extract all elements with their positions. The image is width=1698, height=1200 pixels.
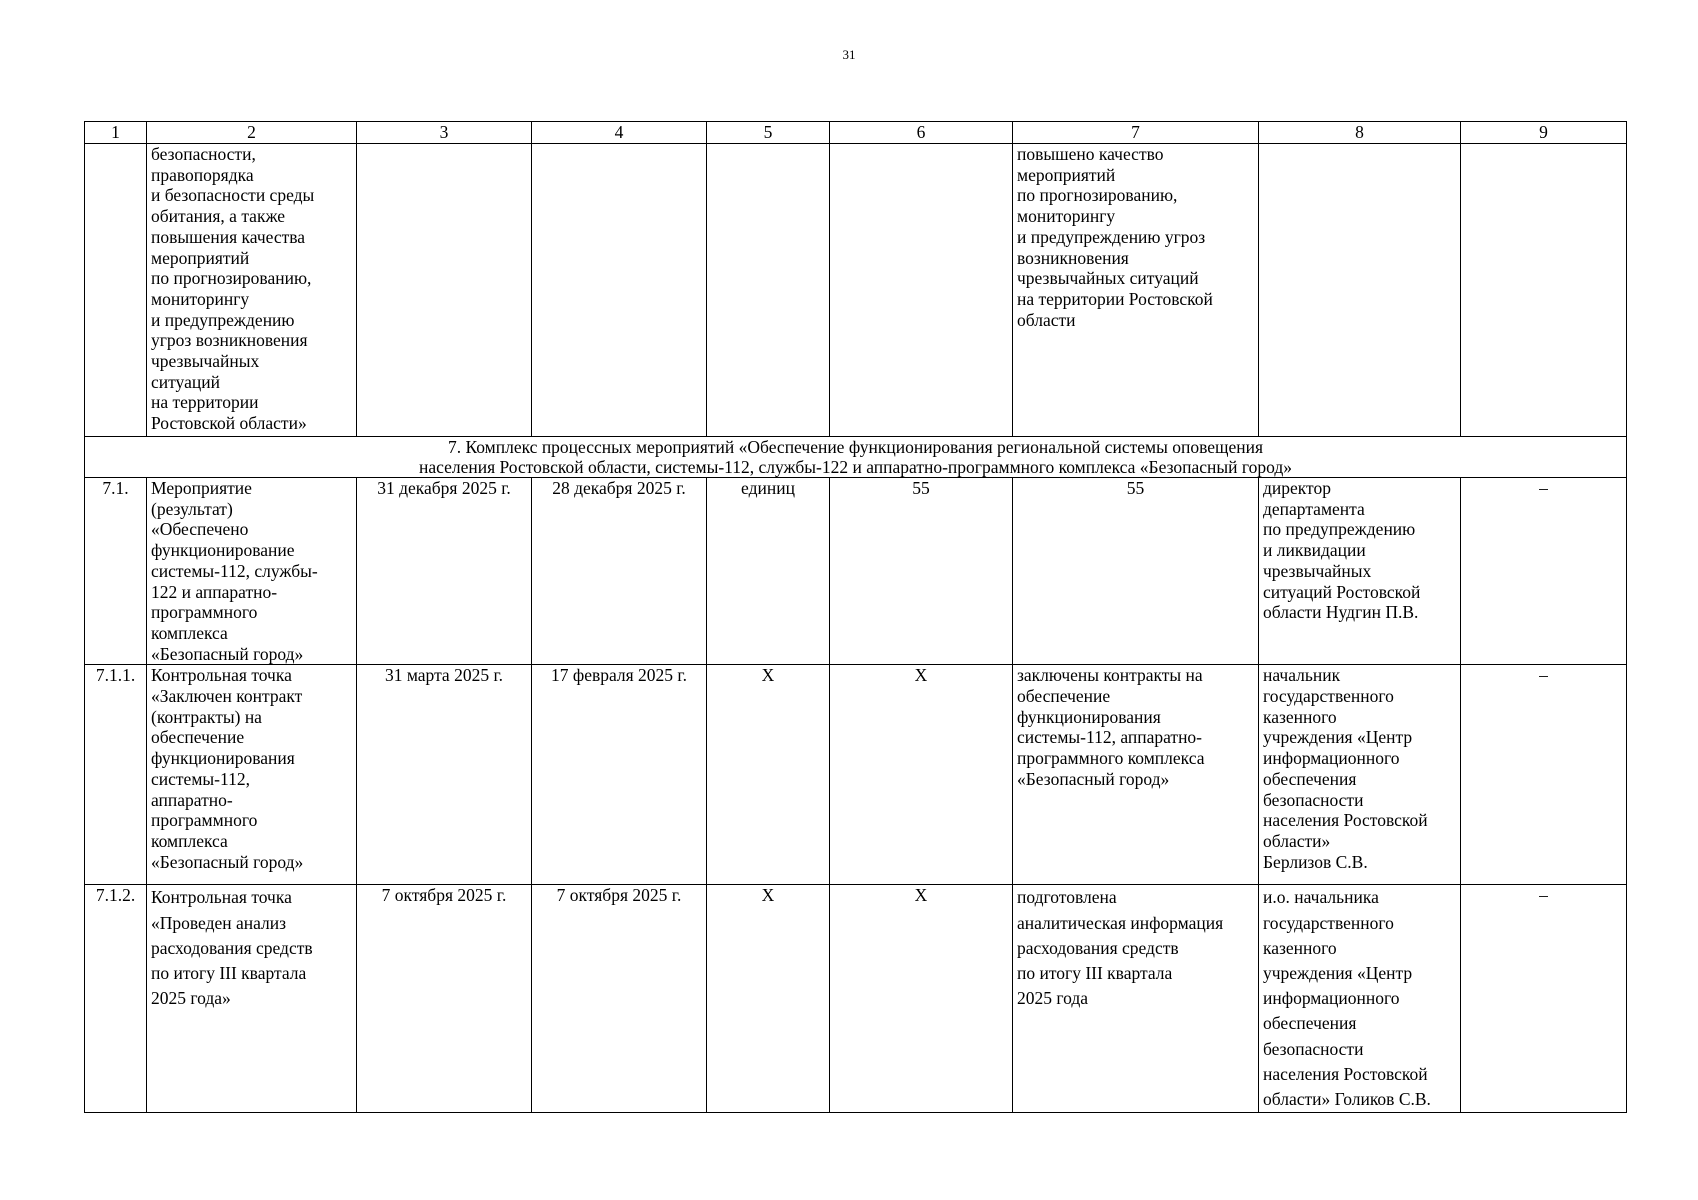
note-cell: – — [1461, 665, 1627, 885]
plan-table — [84, 121, 1627, 1113]
note-cell: – — [1461, 478, 1627, 665]
table-row — [85, 885, 1627, 1113]
unit-cell: Х — [707, 665, 830, 885]
row-number-cell — [85, 144, 147, 437]
row-number-cell: 7.1.1. — [85, 665, 147, 885]
column-header: 4 — [532, 122, 707, 144]
plan-date-cell: 31 декабря 2025 г. — [357, 478, 532, 665]
row-number-cell: 7.1.2. — [85, 885, 147, 1113]
unit-cell: Х — [707, 885, 830, 1113]
table-row — [85, 665, 1627, 885]
plan-value-cell: Х — [830, 885, 1013, 1113]
note-cell: – — [1461, 885, 1627, 1113]
responsible-cell: директор департамента по предупреждению и ликвидации чрезвычайных ситуаций Ростовской области Нудгин П.В. — [1259, 478, 1461, 665]
result-cell: 55 — [1013, 478, 1259, 665]
section-heading: 7. Комплекс процессных мероприятий «Обеспечение функционирования региональной системы оповещения населения Ростовской области, системы-112, службы-122 и аппаратно-программного комплекса «Безопасный город» — [85, 437, 1627, 478]
column-header: 3 — [357, 122, 532, 144]
table-row — [85, 144, 1627, 437]
column-header: 9 — [1461, 122, 1627, 144]
column-header: 1 — [85, 122, 147, 144]
result-cell: подготовлена аналитическая информация расходования средств по итогу III квартала 2025 года — [1013, 885, 1259, 1113]
name-cell: Мероприятие (результат) «Обеспечено функционирование системы-112, службы- 122 и аппаратно- программного комплекса «Безопасный город» — [147, 478, 357, 665]
plan-date-cell: 7 октября 2025 г. — [357, 885, 532, 1113]
responsible-cell: начальник государственного казенного учреждения «Центр информационного обеспечения безопасности населения Ростовской области» Берлизов С.В. — [1259, 665, 1461, 885]
actual-date-cell: 7 октября 2025 г. — [532, 885, 707, 1113]
column-header: 2 — [147, 122, 357, 144]
plan-value-cell: Х — [830, 665, 1013, 885]
column-header: 5 — [707, 122, 830, 144]
name-cell: Контрольная точка «Проведен анализ расходования средств по итогу III квартала 2025 года» — [147, 885, 357, 1113]
plan-value-cell: 55 — [830, 478, 1013, 665]
column-number-row — [85, 122, 1627, 144]
column-header: 7 — [1013, 122, 1259, 144]
result-cell: повышено качество мероприятий по прогнозированию, мониторингу и предупреждению угроз возникновения чрезвычайных ситуаций на территории Ростовской области — [1013, 144, 1259, 437]
name-cell: безопасности, правопорядка и безопасности среды обитания, а также повышения качества мероприятий по прогнозированию, мониторингу и предупреждению угроз возникновения чрезвычайных ситуаций на территории Ростовской области» — [147, 144, 357, 437]
actual-date-cell — [532, 144, 707, 437]
unit-cell: единиц — [707, 478, 830, 665]
plan-date-cell — [357, 144, 532, 437]
note-cell — [1461, 144, 1627, 437]
column-header: 6 — [830, 122, 1013, 144]
name-cell: Контрольная точка «Заключен контракт (контракты) на обеспечение функционирования системы-112, аппаратно- программного комплекса «Безопасный город» — [147, 665, 357, 885]
responsible-cell: и.о. начальника государственного казенного учреждения «Центр информационного обеспечения безопасности населения Ростовской области» Голиков С.В. — [1259, 885, 1461, 1113]
table-row — [85, 478, 1627, 665]
unit-cell — [707, 144, 830, 437]
column-header: 8 — [1259, 122, 1461, 144]
result-cell: заключены контракты на обеспечение функционирования системы-112, аппаратно- программного комплекса «Безопасный город» — [1013, 665, 1259, 885]
section-row — [85, 437, 1627, 478]
row-number-cell: 7.1. — [85, 478, 147, 665]
plan-date-cell: 31 марта 2025 г. — [357, 665, 532, 885]
actual-date-cell: 28 декабря 2025 г. — [532, 478, 707, 665]
actual-date-cell: 17 февраля 2025 г. — [532, 665, 707, 885]
plan-value-cell — [830, 144, 1013, 437]
page-number: 31 — [842, 47, 856, 62]
responsible-cell — [1259, 144, 1461, 437]
